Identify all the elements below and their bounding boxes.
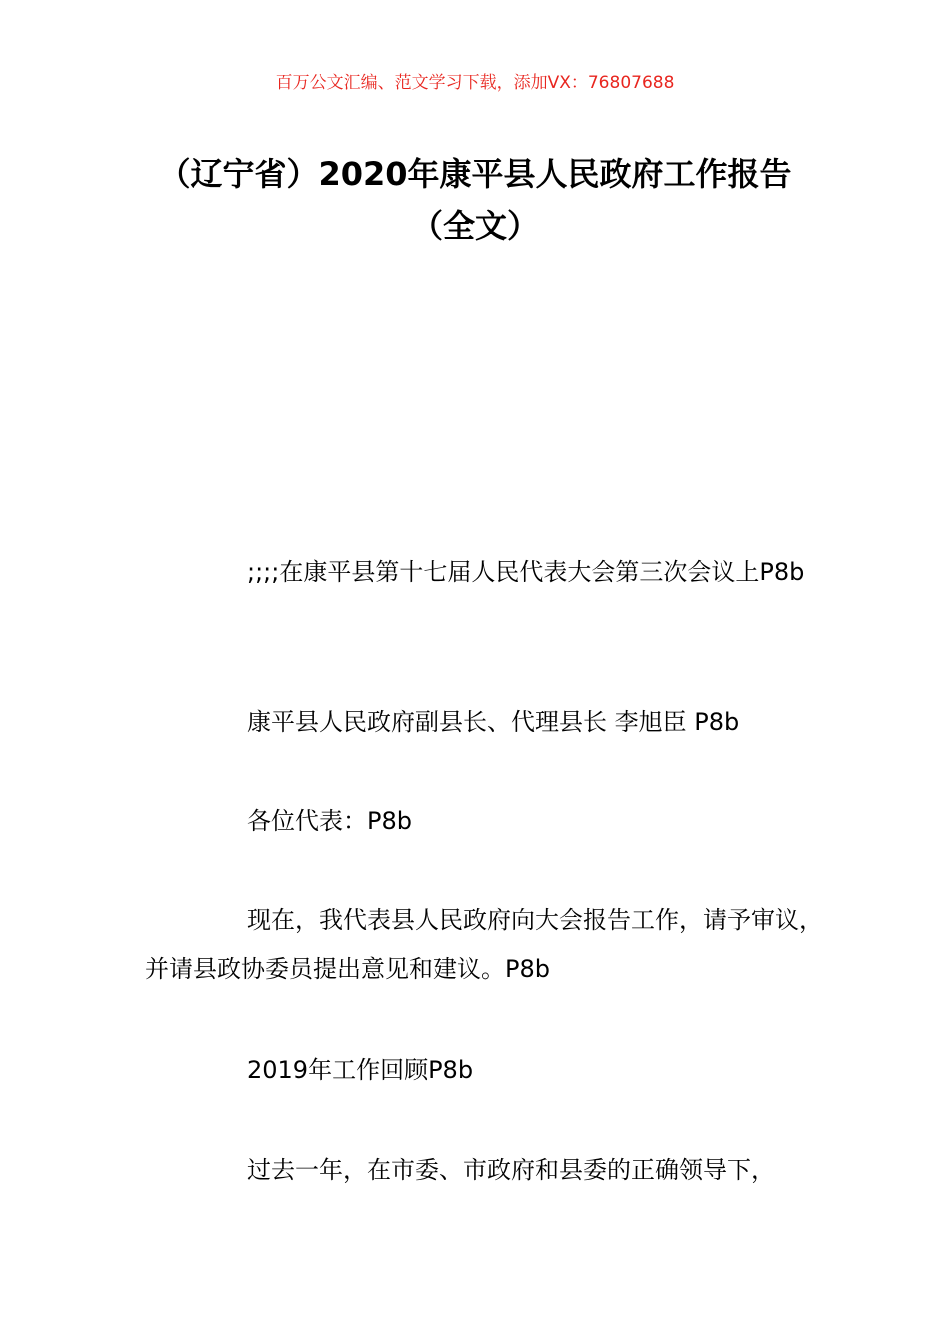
paragraph-intro: 现在，我代表县人民政府向大会报告工作，请予审议，并请县政协委员提出意见和建议。P8b bbox=[145, 906, 823, 983]
section-heading-review: 2019年工作回顾P8b bbox=[247, 1056, 474, 1084]
paragraph-meeting: ;;;;在康平县第十七届人民代表大会第三次会议上P8b bbox=[247, 558, 805, 586]
document-title: （辽宁省）2020年康平县人民政府工作报告（全文） bbox=[158, 155, 792, 245]
paragraph-review-start: 过去一年，在市委、市政府和县委的正确领导下， bbox=[247, 1156, 775, 1184]
paragraph-salutation: 各位代表：P8b bbox=[247, 807, 412, 835]
header-watermark-note: 百万公文汇编、范文学习下载，添加VX：76807688 bbox=[275, 73, 675, 93]
paragraph-speaker: 康平县人民政府副县长、代理县长 李旭臣 P8b bbox=[247, 708, 740, 736]
